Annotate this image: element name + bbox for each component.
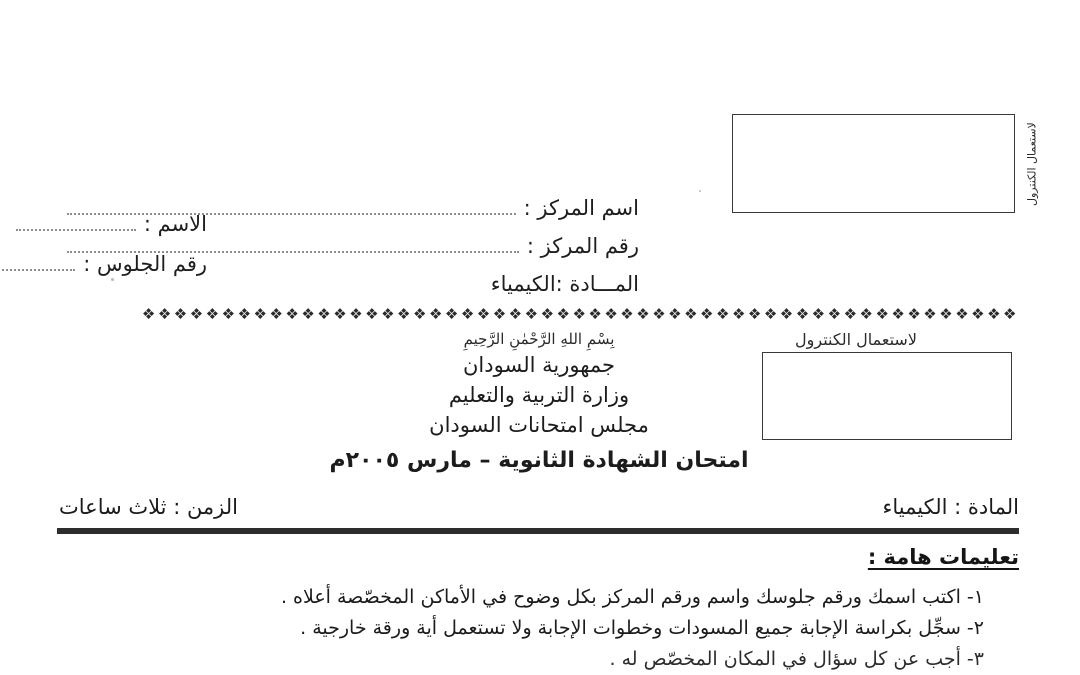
- student-name-input[interactable]: [17, 229, 137, 231]
- center-number-label: رقم المركز :: [527, 234, 640, 258]
- seat-number-label: رقم الجلوس :: [84, 252, 208, 276]
- subject-field-top: [300, 272, 640, 296]
- heading-block: [0, 330, 1080, 473]
- basmala-text: بِسْمِ اللهِ الرَّحْمٰنِ الرَّحِيمِ: [464, 330, 616, 348]
- student-name-label: الاسم :: [144, 212, 208, 236]
- exam-title: امتحان الشهادة الثانوية – مارس ٢٠٠٥م: [330, 448, 750, 473]
- subject-value: المادة : الكيمياء: [883, 495, 1020, 519]
- control-use-label-2: لاستعمال الكنترول: [796, 330, 918, 349]
- diamond-divider: ❖❖❖❖❖❖❖❖❖❖❖❖❖❖❖❖❖❖❖❖❖❖❖❖❖❖❖❖❖❖❖❖❖❖❖❖❖❖❖❖❖❖❖❖❖❖❖❖❖❖❖❖❖❖❖: [142, 305, 1020, 323]
- seat-number-input[interactable]: [0, 269, 76, 271]
- exam-duration: الزمن : ثلاث ساعات: [60, 495, 239, 519]
- scan-speck: [700, 190, 702, 192]
- instruction-item: ١- اكتب اسمك ورقم جلوسك واسم ورقم المركز بكل وضوح في الأماكن المخصّصة أعلاه .: [281, 586, 985, 608]
- control-use-label-vertical: لاستعمال الكنترول: [1026, 122, 1040, 207]
- instruction-item: ٢- سجِّل بكراسة الإجابة جميع المسودات وخطوات الإجابة ولا تستعمل أية ورقة خارجية .: [301, 617, 985, 639]
- heading-line-3: مجلس امتحانات السودان: [430, 413, 650, 437]
- heading-line-2: وزارة التربية والتعليم: [449, 383, 631, 407]
- subject-time-row: [60, 495, 1020, 519]
- subject-value-top: الكيمياء: [491, 272, 557, 296]
- instructions-list: [120, 582, 985, 675]
- center-name-input[interactable]: [68, 213, 517, 215]
- center-name-label: اسم المركز :: [524, 196, 640, 220]
- control-use-box-top[interactable]: [733, 114, 1016, 213]
- instruction-item: ٣- أجب عن كل سؤال في المكان المخصّص له .: [610, 648, 985, 670]
- subject-label-top: المـــادة :: [556, 272, 640, 296]
- heading-line-1: جمهورية السودان: [464, 353, 616, 377]
- scan-speck: [112, 278, 115, 281]
- instructions-title: تعليمات هامة :: [868, 545, 1020, 569]
- section-divider-rule: [58, 528, 1020, 534]
